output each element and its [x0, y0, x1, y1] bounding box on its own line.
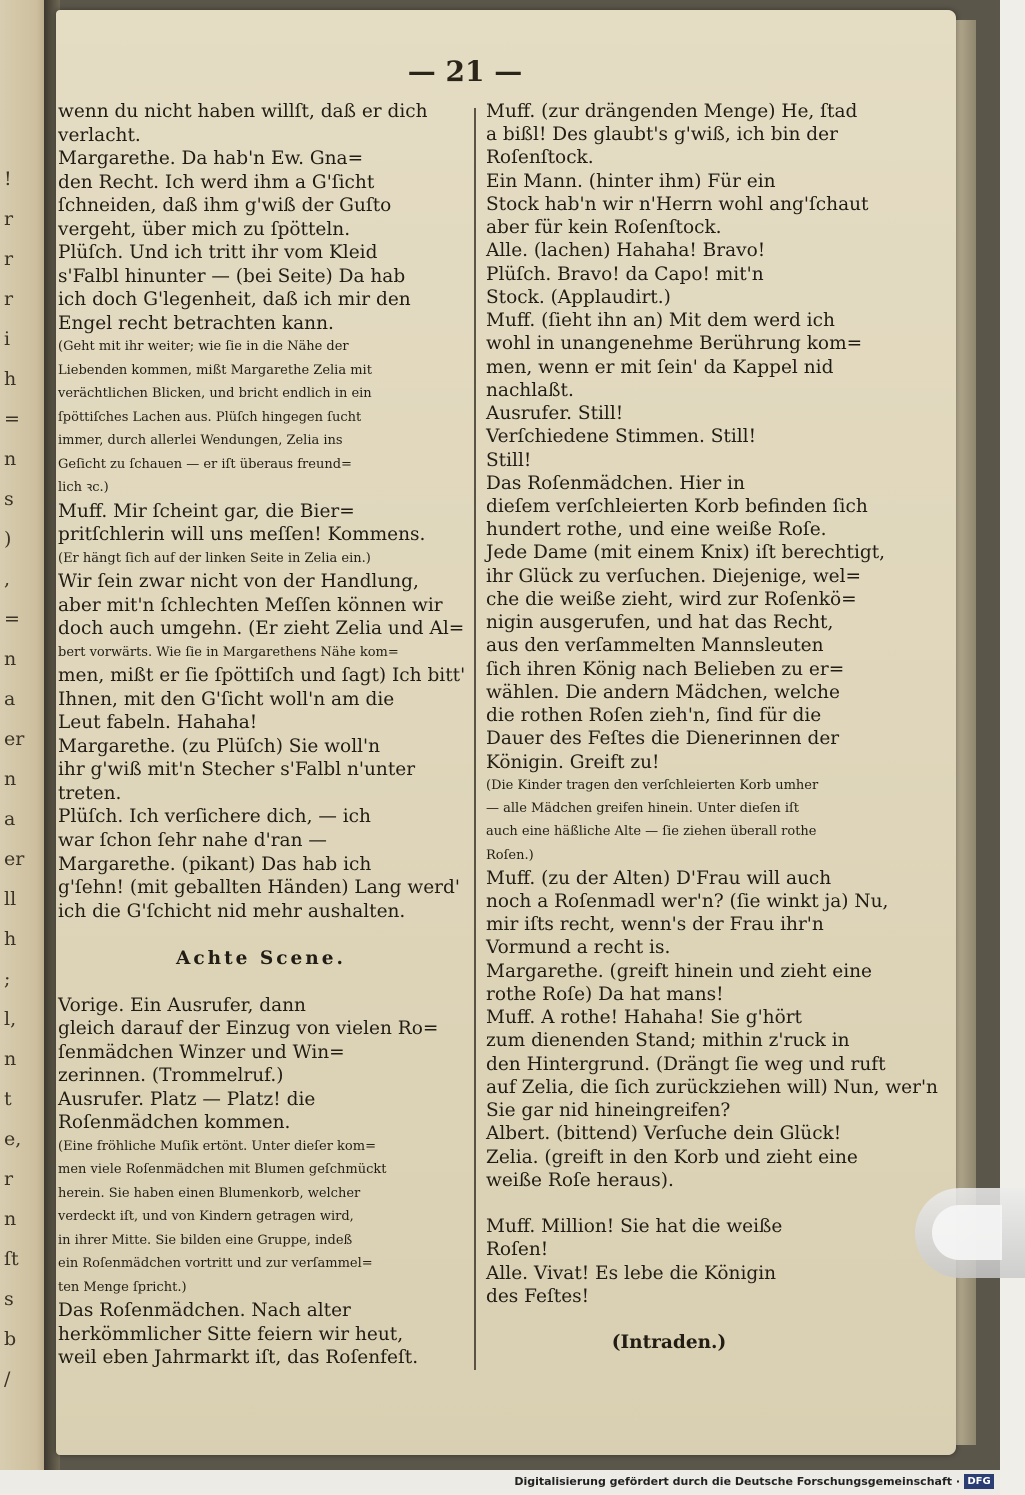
prev-page-glyph: / [4, 1368, 11, 1390]
text-line: Margarethe. Da hab'n Ew. Gna= [58, 148, 364, 170]
prev-page-glyph: r [4, 288, 14, 310]
text-line: (Die Kinder tragen den verſchleierten Korb umher [486, 777, 819, 793]
text-line: Das Roſenmädchen. Hier in [486, 472, 745, 494]
prev-page-glyph: i [4, 328, 11, 350]
left-text-column [58, 100, 464, 1370]
text-line: ein Roſenmädchen vortritt und zur verſammel= [58, 1256, 373, 1272]
page-number: — 21 — [407, 55, 523, 88]
text-line: che die weiße zieht, wird zur Roſenkö= [486, 588, 857, 610]
prev-page-glyph: ) [4, 528, 12, 550]
text-line: war ſchon ſehr nahe d'ran — [58, 829, 327, 851]
text-line: Achte Scene. [176, 947, 346, 969]
text-line: Albert. (bittend) Verſuche dein Glück! [486, 1123, 842, 1145]
text-line: nigin ausgerufen, und hat das Recht, [486, 612, 834, 634]
prev-page-glyph: n [4, 1208, 17, 1230]
text-line: gleich darauf der Einzug von vielen Ro= [58, 1018, 439, 1040]
text-line: weiße Roſe heraus). [486, 1169, 674, 1191]
text-line: (Geht mit ihr weiter; wie ſie in die Nähe der [58, 339, 349, 355]
text-line [486, 1308, 852, 1331]
text-line: Muff. A rothe! Hahaha! Sie g'hört [486, 1007, 802, 1029]
text-line: Vormund a recht is. [486, 937, 671, 959]
text-line: Still! [486, 449, 532, 471]
text-line: Alle. (lachen) Hahaha! Bravo! [486, 240, 766, 262]
text-line: Das Roſenmädchen. Nach alter [58, 1300, 351, 1322]
prev-page-glyph: , [4, 568, 11, 590]
text-line [58, 923, 464, 947]
text-line: immer, durch allerlei Wendungen, Zelia ins [58, 433, 343, 449]
column-divider [474, 108, 476, 1370]
prev-page-glyph: h [4, 368, 17, 390]
text-line: Königin. Greift zu! [486, 751, 660, 773]
text-line: — alle Mädchen greifen hinein. Unter dieſen iſt [486, 801, 800, 817]
text-line: Margarethe. (pikant) Das hab ich [58, 853, 372, 875]
text-line: Plüſch. Bravo! da Capo! mit'n [486, 263, 764, 285]
text-line: auch eine häßliche Alte — ſie ziehen überall rothe [486, 824, 817, 840]
text-line: des Feſtes! [486, 1285, 590, 1307]
text-line: ſich ihren König nach Belieben zu er= [486, 658, 845, 680]
prev-page-glyph: er [4, 848, 25, 870]
text-line: Margarethe. (zu Plüſch) Sie woll'n [58, 735, 381, 757]
text-line: verdeckt iſt, und von Kindern getragen wird, [58, 1209, 354, 1225]
text-line: ich die G'ſchicht nid mehr aushalten. [58, 900, 406, 922]
text-line: Roſenſtock. [486, 147, 594, 169]
text-line: Ausrufer. Platz — Platz! die [58, 1088, 316, 1110]
text-line: Sie gar nid hineingreifen? [486, 1100, 731, 1122]
prev-page-glyph: t [4, 1088, 12, 1110]
text-line: den Recht. Ich werd ihm a G'ſicht [58, 171, 375, 193]
text-line: Ausrufer. Still! [486, 403, 624, 425]
text-line: g'ſehn! (mit geballten Händen) Lang werd' [58, 877, 460, 899]
text-line: Leut fabeln. Hahaha! [58, 712, 258, 734]
prev-page-glyph: s [4, 488, 14, 510]
text-line: aber für kein Roſenſtock. [486, 217, 722, 239]
text-line: dieſem verſchleierten Korb befinden ſich [486, 495, 868, 517]
text-line: Muff. (ſieht ihn an) Mit dem werd ich [486, 310, 835, 332]
text-line: ten Menge ſpricht.) [58, 1279, 187, 1295]
text-line: hundert rothe, und eine weiße Roſe. [486, 519, 827, 541]
text-line: Ihnen, mit den G'ſicht woll'n am die [58, 688, 395, 710]
text-line: bert vorwärts. Wie ſie in Margarethens Nähe kom= [58, 644, 399, 660]
text-line: Vorige. Ein Ausrufer, dann [58, 994, 306, 1016]
text-line: auf Zelia, die ſich zurückziehen will) Nun, wer'n [486, 1076, 938, 1098]
text-line: men viele Roſenmädchen mit Blumen geſchmückt [58, 1162, 387, 1178]
text-line: Alle. Vivat! Es lebe die Königin [486, 1262, 777, 1284]
text-line: ſpöttiſches Lachen aus. Plüſch hingegen ſucht [58, 409, 362, 425]
text-line: pritſchlerin will uns meſſen! Kommens. [58, 524, 426, 546]
text-line: Roſen.) [486, 847, 534, 863]
prev-page-glyph: = [4, 608, 20, 630]
prev-page-glyph: s [4, 1288, 14, 1310]
text-line: Plüſch. Ich verſichere dich, — ich [58, 806, 371, 828]
text-line: Jede Dame (mit einem Knix) iſt berechtigt, [486, 542, 886, 564]
prev-page-glyph: e, [4, 1128, 22, 1150]
text-line: ſenmädchen Winzer und Win= [58, 1041, 345, 1063]
prev-page-glyph: er [4, 728, 25, 750]
prev-page-glyph: l, [4, 1008, 17, 1030]
text-line: Wir ſein zwar nicht von der Handlung, [58, 571, 419, 593]
prev-page-glyph: n [4, 1048, 17, 1070]
text-line: wenn du nicht haben willſt, daß er dich [58, 101, 428, 122]
prev-page-glyph: r [4, 1168, 14, 1190]
text-line: verächtlichen Blicken, und bricht endlich in ein [58, 386, 372, 402]
text-line: men, mißt er ſie ſpöttiſch und ſagt) Ich bitt' [58, 665, 466, 687]
text-line: Liebenden kommen, mißt Margarethe Zelia mit [58, 362, 372, 378]
prev-page-glyph: a [4, 688, 16, 710]
prev-page-glyph: = [4, 408, 20, 430]
prev-page-glyph: a [4, 808, 16, 830]
text-line: Muff. Mir ſcheint gar, die Bier= [58, 500, 355, 522]
text-line: noch a Roſenmadl wer'n? (ſie winkt ja) Nu, [486, 890, 889, 912]
text-line: Margarethe. (greift hinein und zieht eine [486, 960, 872, 982]
text-line: Plüſch. Und ich tritt ihr vom Kleid [58, 242, 378, 264]
text-line: Muff. (zur drängenden Menge) He, ſtad [486, 101, 858, 122]
text-line: wohl in unangenehme Berührung kom= [486, 333, 863, 355]
text-line [486, 1192, 852, 1215]
text-line: nachlaßt. [486, 379, 574, 401]
text-line: den Hintergrund. (Drängt ſie weg und ruft [486, 1053, 886, 1075]
text-line: Stock hab'n wir n'Herrn wohl ang'ſchaut [486, 193, 869, 215]
prev-page-glyph: ſt [4, 1248, 19, 1270]
text-line: Engel recht betrachten kann. [58, 312, 334, 334]
text-line: herein. Sie haben einen Blumenkorb, welcher [58, 1185, 361, 1201]
prev-page-glyph: r [4, 248, 14, 270]
text-line: in ihrer Mitte. Sie bilden eine Gruppe, indeß [58, 1232, 353, 1248]
prev-page-glyph: ! [4, 168, 12, 190]
text-line: s'Falbl hinunter — (bei Seite) Da hab [58, 265, 406, 287]
text-line: zum dienenden Stand; mithin z'ruck in [486, 1030, 850, 1052]
text-line: treten. [58, 782, 122, 804]
text-line: Dauer des Feſtes die Dienerinnen der [486, 728, 840, 750]
scanner-thumb-nail [932, 1205, 1002, 1260]
text-line: Zelia. (greift in den Korb und zieht eine [486, 1146, 858, 1168]
text-line: weil eben Jahrmarkt iſt, das Roſenfeſt. [58, 1347, 419, 1369]
text-line: (Er hängt ſich auf der linken Seite in Zelia ein.) [58, 550, 371, 566]
prev-page-glyph: r [4, 208, 14, 230]
text-line: rothe Roſe) Da hat mans! [486, 983, 724, 1005]
prev-page-glyph: n [4, 648, 17, 670]
text-line: ich doch G'legenheit, daß ich mir den [58, 289, 411, 311]
dfg-logo: DFG [964, 1474, 994, 1489]
text-line: (Intraden.) [611, 1332, 727, 1354]
text-line: Verſchiedene Stimmen. Still! [486, 426, 757, 448]
text-line: mir iſts recht, wenn's der Frau ihr'n [486, 914, 824, 936]
prev-page-glyph: ; [4, 968, 11, 990]
text-line: ihr Glück zu verſuchen. Diejenige, wel= [486, 565, 862, 587]
prev-page-glyph: n [4, 448, 17, 470]
prev-page-glyph: n [4, 768, 17, 790]
text-line: Stock. (Applaudirt.) [486, 286, 671, 308]
text-line: a bißl! Des glaubt's g'wiß, ich bin der [486, 124, 838, 146]
text-line: Roſenmädchen kommen. [58, 1112, 291, 1134]
text-line: Muff. (zu der Alten) D'Frau will auch [486, 867, 832, 889]
text-line [58, 970, 464, 994]
text-line: Muff. Million! Sie hat die weiße [486, 1216, 783, 1238]
text-line: verlacht. [58, 124, 141, 146]
text-line: ihr g'wiß mit'n Stecher s'Falbl n'unter [58, 759, 416, 781]
text-line: vergeht, über mich zu ſpötteln. [58, 218, 351, 240]
prev-page-glyph: ll [4, 888, 17, 910]
text-line: ſchneiden, daß ihm g'wiß der Guſto [58, 195, 392, 217]
text-line: Roſen! [486, 1239, 549, 1261]
text-line: aber mit'n ſchlechten Meſſen können wir [58, 594, 443, 616]
text-line: die rothen Roſen zieh'n, ſind für die [486, 705, 822, 727]
text-line: wählen. Die andern Mädchen, welche [486, 681, 840, 703]
prev-page-glyph: b [4, 1328, 17, 1350]
funding-notice: Digitalisierung gefördert durch die Deutsche Forschungsgemeinschaft · [514, 1475, 960, 1488]
text-line: zerinnen. (Trommelruf.) [58, 1065, 284, 1087]
text-line: aus den verſammelten Mannsleuten [486, 635, 824, 657]
text-line: Ein Mann. (hinter ihm) Für ein [486, 170, 776, 192]
right-text-column [486, 100, 938, 1355]
prev-page-glyph: h [4, 928, 17, 950]
text-line: doch auch umgehn. (Er zieht Zelia und Al= [58, 618, 465, 640]
digitization-footer [0, 1470, 1000, 1495]
text-line: men, wenn er mit ſein' da Kappel nid [486, 356, 834, 378]
text-line: herkömmlicher Sitte feiern wir heut, [58, 1323, 404, 1345]
text-line: (Eine fröhliche Muſik ertönt. Unter dieſer kom= [58, 1138, 376, 1154]
text-line: Geſicht zu ſchauen — er iſt überaus freund= [58, 456, 352, 472]
text-line: lich ꝛc.) [58, 480, 109, 496]
